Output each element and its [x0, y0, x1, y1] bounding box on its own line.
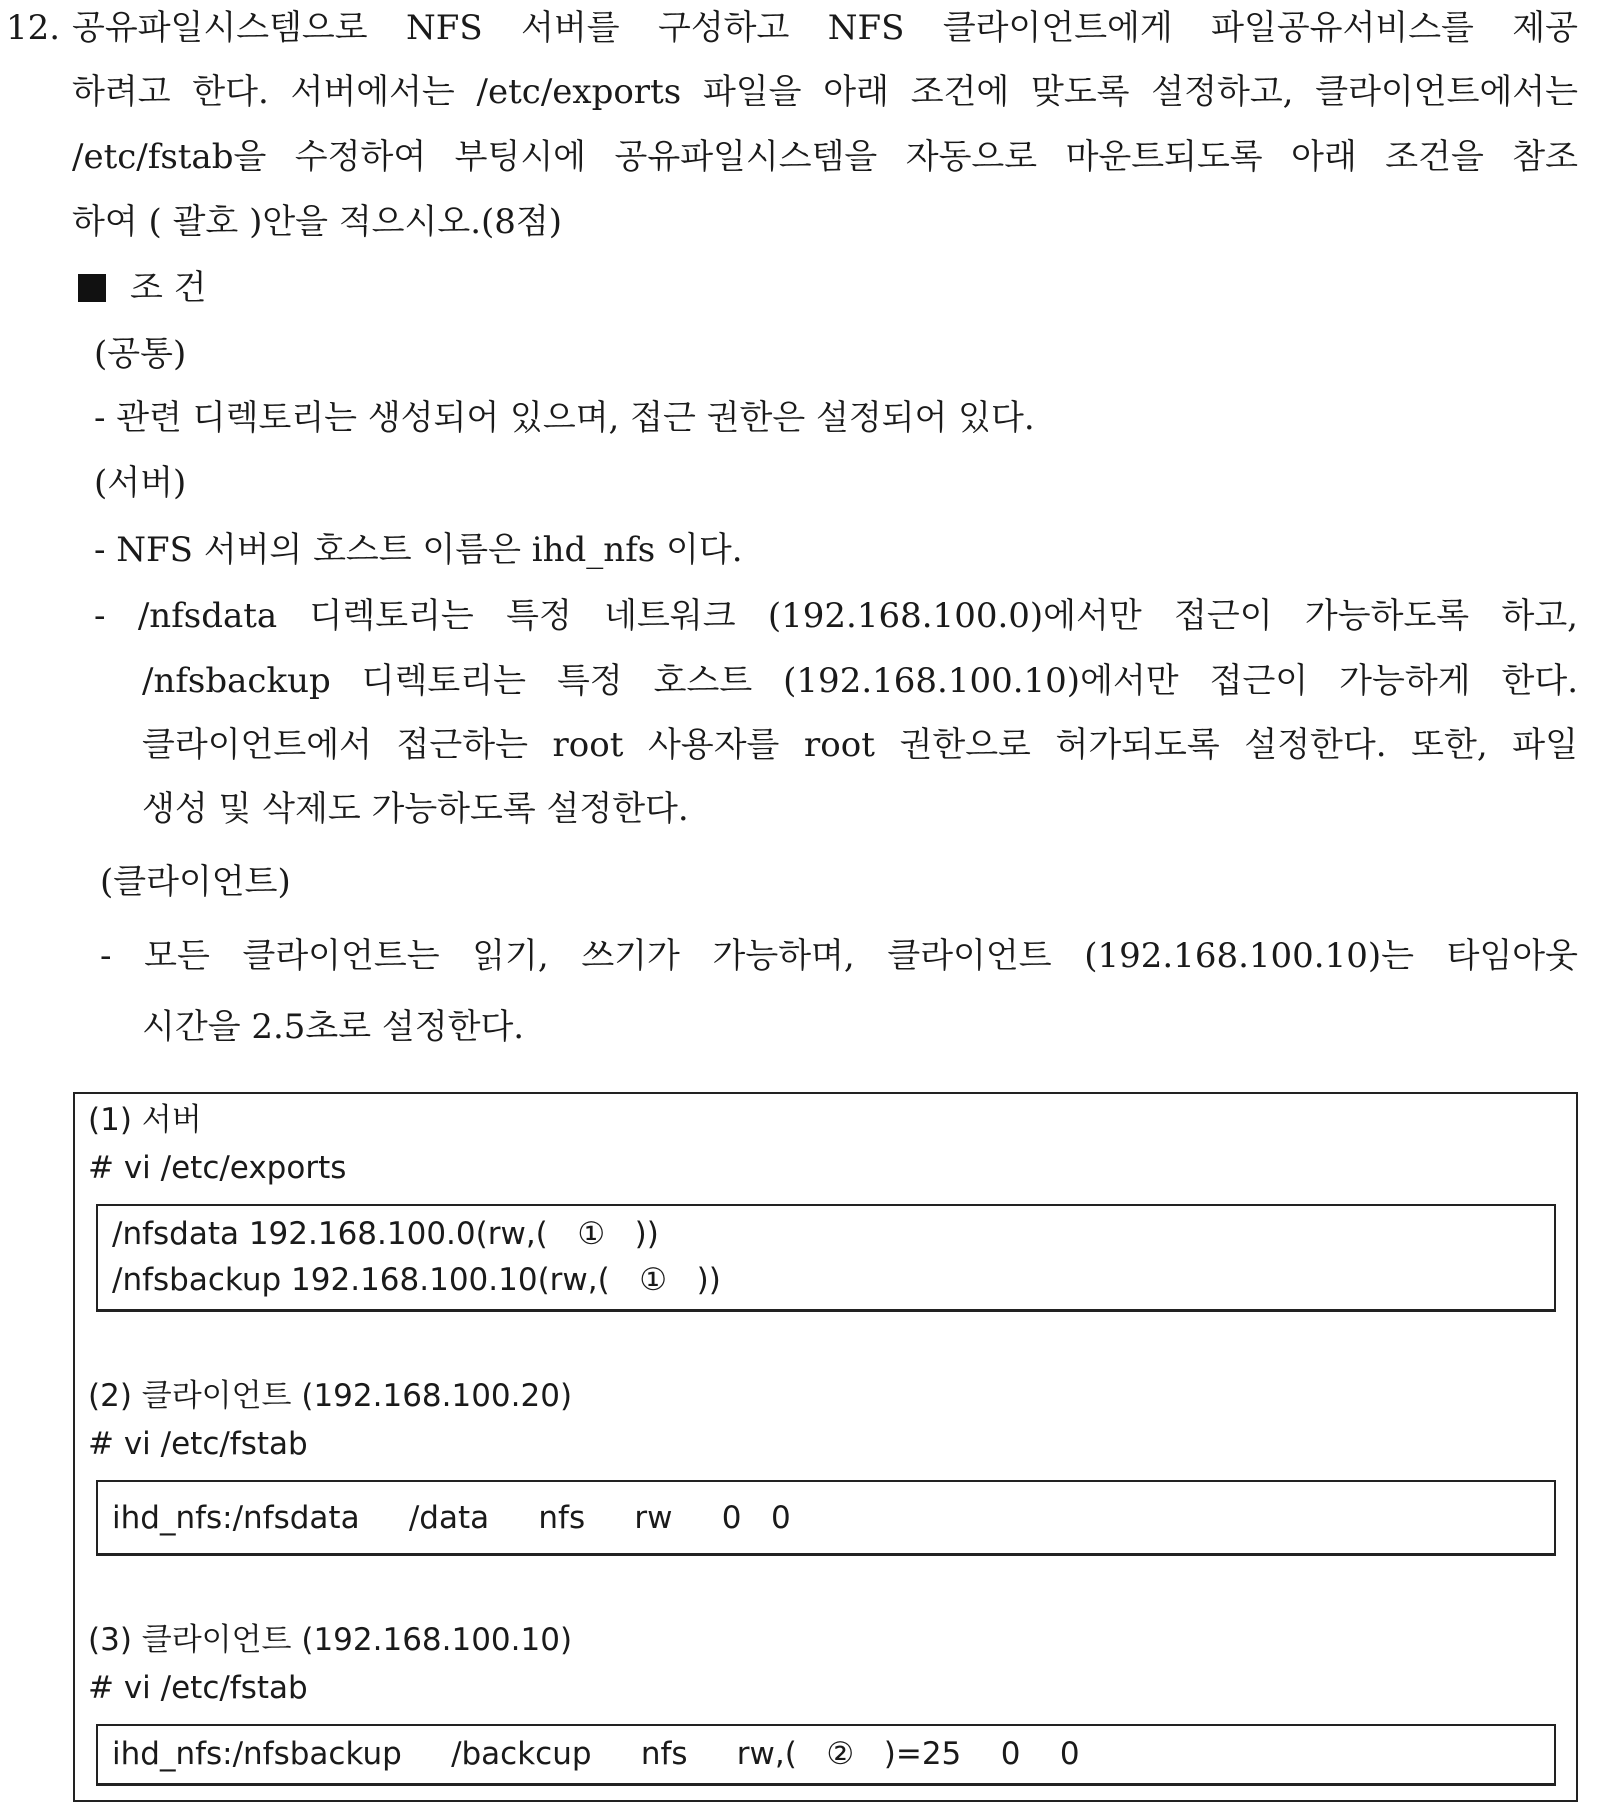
client1-config-command: # vi /etc/fstab	[88, 1426, 308, 1462]
question-number: 12.	[6, 8, 61, 48]
common-item-1: - 관련 디렉토리는 생성되어 있으며, 접근 권한은 설정되어 있다.	[94, 398, 1035, 438]
conditions-heading: 조 건	[78, 268, 207, 308]
server-item-2: - /nfsdata 디렉토리는 특정 네트워크 (192.168.100.0)에서만 접근이 가능하도록 하고,	[94, 596, 1578, 636]
client-label: (클라이언트)	[100, 862, 291, 902]
server-item-4: 클라이언트에서 접근하는 root 사용자를 root 권한으로 허가되도록 설정한다. 또한, 파일	[142, 725, 1578, 765]
server-config-command: # vi /etc/exports	[88, 1150, 347, 1186]
server-config-label: (1) 서버	[88, 1102, 202, 1138]
client1-config-label: (2) 클라이언트 (192.168.100.20)	[88, 1378, 573, 1414]
question-line-2: 하려고 한다. 서버에서는 /etc/exports 파일을 아래 조건에 맞도록 설정하고, 클라이언트에서는	[72, 72, 1578, 112]
question-line-3: /etc/fstab을 수정하여 부팅시에 공유파일시스템을 자동으로 마운트되도록 아래 조건을 참조	[72, 137, 1578, 177]
client-item-1: - 모든 클라이언트는 읽기, 쓰기가 가능하며, 클라이언트 (192.168.100.10)는 타임아웃	[100, 936, 1578, 976]
common-label: (공통)	[94, 334, 187, 374]
client-item-2: 시간을 2.5초로 설정한다.	[142, 1007, 525, 1047]
server-item-5: 생성 및 삭제도 가능하도록 설정한다.	[142, 789, 689, 829]
client2-config-label: (3) 클라이언트 (192.168.100.10)	[88, 1622, 573, 1658]
exports-line-2: /nfsbackup 192.168.100.10(rw,( ① ))	[112, 1262, 721, 1298]
client2-fstab-line: ihd_nfs:/nfsbackup /backcup nfs rw,( ② )=25 0 0	[112, 1736, 1080, 1772]
server-item-3: /nfsbackup 디렉토리는 특정 호스트 (192.168.100.10)에서만 접근이 가능하게 한다.	[142, 661, 1578, 701]
question-line-4: 하여 ( 괄호 )안을 적으시오.(8점)	[72, 202, 563, 242]
client2-config-command: # vi /etc/fstab	[88, 1670, 308, 1706]
exports-line-1: /nfsdata 192.168.100.0(rw,( ① ))	[112, 1216, 659, 1252]
server-label: (서버)	[94, 463, 187, 503]
black-square-icon	[78, 274, 106, 302]
question-line-1: 공유파일시스템으로 NFS 서버를 구성하고 NFS 클라이언트에게 파일공유서비스를 제공	[72, 8, 1578, 48]
server-item-1: - NFS 서버의 호스트 이름은 ihd_nfs 이다.	[94, 530, 743, 570]
client1-fstab-line: ihd_nfs:/nfsdata /data nfs rw 0 0	[112, 1500, 791, 1536]
